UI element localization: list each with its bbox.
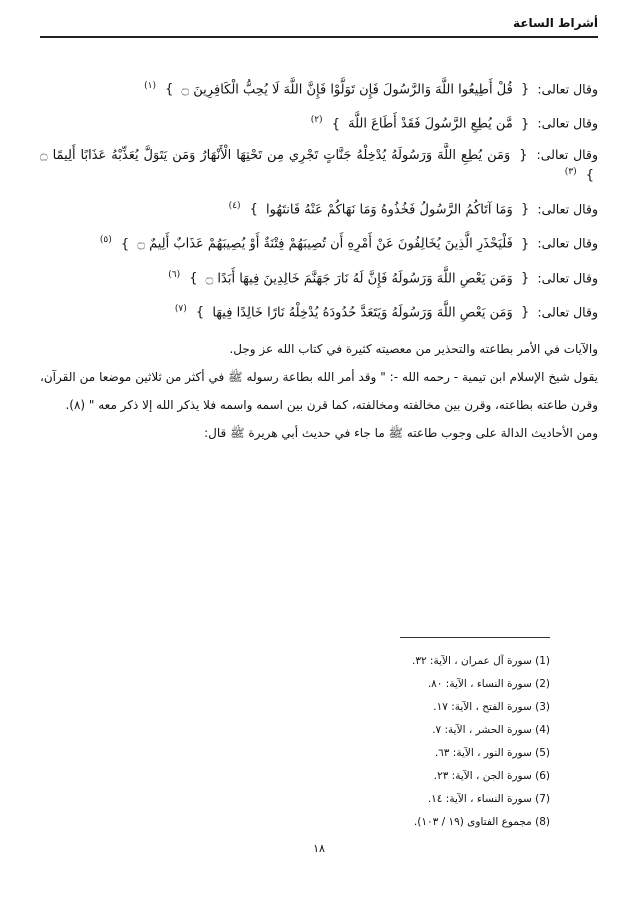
footnote-8: (8) مجموع الفتاوى (١٩ / ١٠٣). bbox=[413, 816, 550, 828]
verse-text: قُلْ أَطِيعُوا اللَّهَ وَالرَّسُولَ فَإِن تَوَلَّوْا فَإِنَّ اللَّهَ لَا يُحِبُّ الْكَافِرِينَ ۝ bbox=[181, 82, 513, 98]
footnote-1: (1) سورة آل عمران ، الآية: ٣٢. bbox=[411, 655, 550, 667]
verse-lead: وقال تعالى: bbox=[537, 304, 598, 320]
footnote-ref: (٧) bbox=[174, 303, 187, 314]
verse-1 bbox=[40, 78, 598, 98]
footnote-3: (3) سورة الفتح ، الآية: ١٧. bbox=[433, 701, 550, 713]
paragraph-summary: والآيات في الأمر بطاعته والتحذير من معصيته كثيرة في كتاب الله عز وجل. bbox=[229, 342, 598, 357]
footnote-ref: (٢) bbox=[310, 115, 323, 126]
footnote-ref: (٦) bbox=[168, 269, 181, 280]
close-brace: } bbox=[165, 82, 174, 98]
verse-text: مَّن يُطِعِ الرَّسُولَ فَقَدْ أَطَاعَ اللَّهَ bbox=[348, 116, 513, 132]
footnote-ref: (٣) bbox=[564, 166, 577, 177]
footnote-ref: (١) bbox=[144, 81, 156, 91]
verse-lead: وقال تعالى: bbox=[537, 81, 598, 97]
close-brace: } bbox=[585, 167, 594, 183]
verse-7 bbox=[40, 301, 598, 321]
close-brace: } bbox=[189, 270, 198, 286]
open-brace: { bbox=[519, 147, 528, 163]
paragraph-hadith-intro: ومن الأحاديث الدالة على وجوب طاعته ﷺ ما جاء في حديث أبي هريرة ﷺ قال: bbox=[204, 426, 598, 441]
footnote-5: (5) سورة النور ، الآية: ٦٣. bbox=[434, 747, 550, 759]
verse-lead: وقال تعالى: bbox=[537, 269, 598, 285]
page-number: ١٨ bbox=[313, 842, 325, 855]
verse-3 bbox=[40, 147, 598, 184]
verse-lead: وقال تعالى: bbox=[537, 201, 598, 217]
verse-5 bbox=[40, 232, 598, 252]
open-brace: { bbox=[520, 116, 530, 132]
running-header-title: أشراط الساعة bbox=[513, 16, 598, 30]
footnote-ref: (٤) bbox=[228, 200, 241, 211]
paragraph-ibn-taymiyyah-quote: يقول شيخ الإسلام ابن تيمية - رحمه الله -: " وقد أمر الله بطاعة رسوله ﷺ في أكثر من ثلاثين موضعا من القرآن، وقرن طاعته بطاعته، وقرن بين مخالفته ومخالفته، كما قرن بين اسمه واسمه فلا يذكر الله إلا ذكر معه " (٨). bbox=[40, 370, 598, 413]
header-rule bbox=[40, 36, 598, 38]
footnote-4: (4) سورة الحشر ، الآية: ٧. bbox=[432, 724, 550, 736]
verse-text: وَمَا آتَاكُمُ الرَّسُولُ فَخُذُوهُ وَمَا نَهَاكُمْ عَنْهُ فَانتَهُوا bbox=[266, 202, 513, 218]
open-brace: { bbox=[520, 270, 530, 286]
page-body bbox=[40, 78, 598, 447]
open-brace: { bbox=[520, 202, 530, 218]
close-brace: } bbox=[331, 116, 340, 132]
close-brace: } bbox=[249, 202, 258, 218]
close-brace: } bbox=[195, 305, 205, 321]
open-brace: { bbox=[520, 305, 530, 321]
footnotes-list bbox=[200, 650, 550, 834]
verse-2 bbox=[40, 112, 598, 132]
close-brace: } bbox=[120, 236, 130, 252]
footnote-separator bbox=[400, 637, 550, 638]
verse-text: فَلْيَحْذَرِ الَّذِينَ يُخَالِفُونَ عَنْ أَمْرِهِ أَن تُصِيبَهُمْ فِتْنَةٌ أَوْ يُصِيبَهُمْ عَذَابٌ أَلِيمٌ ۝ bbox=[137, 236, 513, 252]
verse-4 bbox=[40, 198, 598, 218]
open-brace: { bbox=[520, 236, 530, 252]
verse-lead: وقال تعالى: bbox=[537, 235, 598, 251]
footnote-6: (6) سورة الجن ، الآية: ٢٣. bbox=[433, 770, 550, 782]
verse-lead: وقال تعالى: bbox=[536, 146, 598, 162]
footnote-2: (2) سورة النساء ، الآية: ٨٠. bbox=[427, 678, 550, 690]
verse-text: وَمَن يُطِعِ اللَّهَ وَرَسُولَهُ يُدْخِلْهُ جَنَّاتٍ تَجْرِي مِن تَحْتِهَا الْأَنْهَارُ وَمَن يَتَوَلَّ يُعَذِّبْهُ عَذَابًا أَلِيمًا ۝ bbox=[40, 147, 511, 163]
verse-6 bbox=[40, 267, 598, 287]
verse-lead: وقال تعالى: bbox=[537, 115, 598, 131]
verse-text: وَمَن يَعْصِ اللَّهَ وَرَسُولَهُ وَيَتَعَدَّ حُدُودَهُ يُدْخِلْهُ نَارًا خَالِدًا فِيهَا bbox=[212, 305, 513, 321]
footnote-ref: (٥) bbox=[99, 235, 112, 246]
verse-text: وَمَن يَعْصِ اللَّهَ وَرَسُولَهُ فَإِنَّ لَهُ نَارَ جَهَنَّمَ خَالِدِينَ فِيهَا أَبَدًا ۝ bbox=[205, 270, 513, 286]
footnote-7: (7) سورة النساء ، الآية: ١٤. bbox=[427, 793, 550, 805]
open-brace: { bbox=[520, 82, 530, 98]
